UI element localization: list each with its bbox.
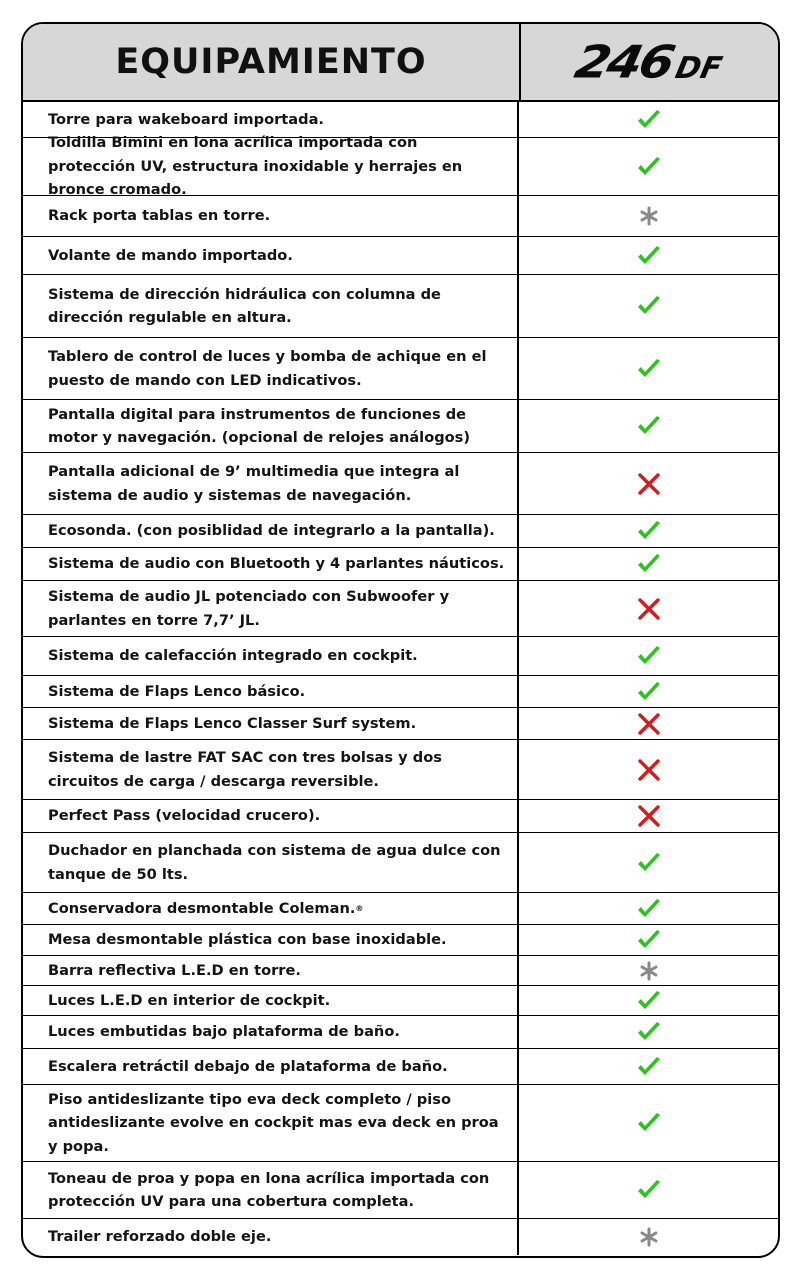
row-text: Sistema de calefacción integrado en cockpit. xyxy=(48,647,418,665)
row-text: Tablero de control de luces y bomba de achique en el puesto de mando con LED indicativos. xyxy=(48,348,487,389)
table-row xyxy=(23,134,778,199)
check-icon xyxy=(635,1053,663,1081)
table-row xyxy=(23,548,778,581)
row-status xyxy=(519,237,778,274)
row-description xyxy=(23,1085,519,1161)
row-status xyxy=(519,800,778,832)
row-description xyxy=(23,956,519,985)
row-description xyxy=(23,1219,519,1255)
row-text: Escalera retráctil debajo de plataforma de baño. xyxy=(48,1057,448,1075)
row-status xyxy=(519,740,778,799)
row-description xyxy=(23,986,519,1015)
table-row xyxy=(23,1016,778,1049)
row-text: Trailer reforzado doble eje. xyxy=(48,1228,272,1246)
asterisk-icon xyxy=(635,1223,663,1251)
row-status xyxy=(519,453,778,514)
table-row xyxy=(23,925,778,956)
row-text: Luces L.E.D en interior de cockpit. xyxy=(48,991,331,1009)
row-description xyxy=(23,1016,519,1048)
row-status xyxy=(519,548,778,580)
cross-icon xyxy=(635,756,663,784)
row-status xyxy=(519,1085,778,1161)
row-description xyxy=(23,676,519,707)
row-text: Barra reflectiva L.E.D en torre. xyxy=(48,961,301,979)
row-text: Sistema de Flaps Lenco Classer Surf system. xyxy=(48,714,417,732)
table-row xyxy=(23,1049,778,1085)
row-text: Conservadora desmontable Coleman. xyxy=(48,899,356,917)
table-row xyxy=(23,708,778,740)
table-row xyxy=(23,1085,778,1162)
row-status xyxy=(519,956,778,985)
check-icon xyxy=(635,642,663,670)
check-icon xyxy=(635,106,663,134)
table-row xyxy=(23,237,778,275)
row-status xyxy=(519,676,778,707)
row-description xyxy=(23,925,519,955)
asterisk-icon xyxy=(635,202,663,230)
row-description xyxy=(23,400,519,452)
row-status xyxy=(519,196,778,236)
row-text: Pantalla digital para instrumentos de funciones de motor y navegación. (opcional de relojes análogos) xyxy=(48,405,471,446)
check-icon xyxy=(635,355,663,383)
row-description xyxy=(23,548,519,580)
row-text: Perfect Pass (velocidad crucero). xyxy=(48,807,321,825)
row-text: Pantalla adicional de 9’ multimedia que integra al sistema de audio y sistemas de navegación. xyxy=(48,463,460,504)
check-icon xyxy=(635,849,663,877)
row-text: Volante de mando importado. xyxy=(48,246,293,264)
row-status xyxy=(519,833,778,892)
table-row xyxy=(23,1219,778,1255)
table-row xyxy=(23,986,778,1016)
row-status xyxy=(519,1016,778,1048)
row-text: Piso antideslizante tipo eva deck completo / piso antideslizante evolve en cockpit mas eva deck en proa y popa. xyxy=(48,1090,499,1155)
equipment-table xyxy=(21,22,780,1258)
check-icon xyxy=(635,678,663,706)
row-description xyxy=(23,515,519,547)
table-row xyxy=(23,893,778,925)
table-row xyxy=(23,833,778,893)
table-body xyxy=(23,102,778,1255)
table-row xyxy=(23,196,778,237)
model-logo xyxy=(571,37,728,87)
cross-icon xyxy=(635,595,663,623)
check-icon xyxy=(635,987,663,1015)
table-row xyxy=(23,800,778,833)
row-status xyxy=(519,637,778,675)
model-suffix: DF xyxy=(672,51,726,86)
row-status xyxy=(519,275,778,337)
check-icon xyxy=(635,153,663,181)
row-description xyxy=(23,453,519,514)
table-row xyxy=(23,956,778,986)
page-title: EQUIPAMIENTO xyxy=(115,42,427,82)
row-status xyxy=(519,1049,778,1084)
row-text: Mesa desmontable plástica con base inoxidable. xyxy=(48,931,447,949)
row-text: Toldilla Bimini en lona acrílica importada con protección UV, estructura inoxidable y herrajes en bronce cromado. xyxy=(48,134,463,199)
row-text: Sistema de audio con Bluetooth y 4 parlantes náuticos. xyxy=(48,555,505,573)
check-icon xyxy=(635,517,663,545)
check-icon xyxy=(635,242,663,270)
check-icon xyxy=(635,895,663,923)
check-icon xyxy=(635,412,663,440)
row-description xyxy=(23,740,519,799)
check-icon xyxy=(635,550,663,578)
row-status xyxy=(519,986,778,1015)
model-logo-cell xyxy=(521,24,778,100)
row-description xyxy=(23,237,519,274)
registered-mark: ® xyxy=(355,903,364,913)
table-row xyxy=(23,338,778,400)
row-description xyxy=(23,708,519,739)
row-status xyxy=(519,102,778,137)
table-row xyxy=(23,515,778,548)
row-description xyxy=(23,196,519,236)
row-status xyxy=(519,338,778,399)
row-text: Luces embutidas bajo plataforma de baño. xyxy=(48,1023,400,1041)
table-row xyxy=(23,676,778,708)
row-status xyxy=(519,708,778,739)
row-description xyxy=(23,275,519,337)
check-icon xyxy=(635,1018,663,1046)
row-text: Rack porta tablas en torre. xyxy=(48,207,271,225)
row-description xyxy=(23,338,519,399)
table-row xyxy=(23,1162,778,1219)
row-text: Sistema de audio JL potenciado con Subwoofer y parlantes en torre 7,7’ JL. xyxy=(48,588,450,629)
table-row xyxy=(23,453,778,515)
check-icon xyxy=(635,1109,663,1137)
model-number: 246 xyxy=(570,35,678,89)
table-row xyxy=(23,740,778,800)
row-text: Torre para wakeboard importada. xyxy=(48,110,324,128)
check-icon xyxy=(635,1176,663,1204)
cross-icon xyxy=(635,470,663,498)
cross-icon xyxy=(635,802,663,830)
table-header xyxy=(23,24,778,102)
table-row xyxy=(23,400,778,453)
table-row xyxy=(23,637,778,676)
row-status xyxy=(519,1162,778,1218)
row-status xyxy=(519,138,778,195)
row-status xyxy=(519,1219,778,1255)
row-description xyxy=(23,134,519,199)
row-status xyxy=(519,925,778,955)
row-description xyxy=(23,800,519,832)
table-row xyxy=(23,581,778,637)
row-text: Duchador en planchada con sistema de agua dulce con tanque de 50 lts. xyxy=(48,842,501,883)
row-status xyxy=(519,581,778,636)
cross-icon xyxy=(635,710,663,738)
row-status xyxy=(519,515,778,547)
check-icon xyxy=(635,292,663,320)
check-icon xyxy=(635,926,663,954)
row-description xyxy=(23,637,519,675)
row-text: Sistema de dirección hidráulica con columna de dirección regulable en altura. xyxy=(48,285,441,326)
row-description xyxy=(23,893,519,924)
header-title-cell xyxy=(23,24,521,100)
table-row xyxy=(23,275,778,338)
row-text: Sistema de Flaps Lenco básico. xyxy=(48,682,306,700)
row-text: Ecosonda. (con posiblidad de integrarlo a la pantalla). xyxy=(48,522,495,540)
row-description xyxy=(23,1162,519,1218)
row-description xyxy=(23,833,519,892)
row-text: Toneau de proa y popa en lona acrílica importada con protección UV para una cobertura completa. xyxy=(48,1169,490,1210)
row-text: Sistema de lastre FAT SAC con tres bolsas y dos circuitos de carga / descarga reversible. xyxy=(48,749,442,790)
row-description xyxy=(23,1049,519,1084)
row-description xyxy=(23,581,519,636)
asterisk-icon xyxy=(635,957,663,985)
row-status xyxy=(519,893,778,924)
row-status xyxy=(519,400,778,452)
